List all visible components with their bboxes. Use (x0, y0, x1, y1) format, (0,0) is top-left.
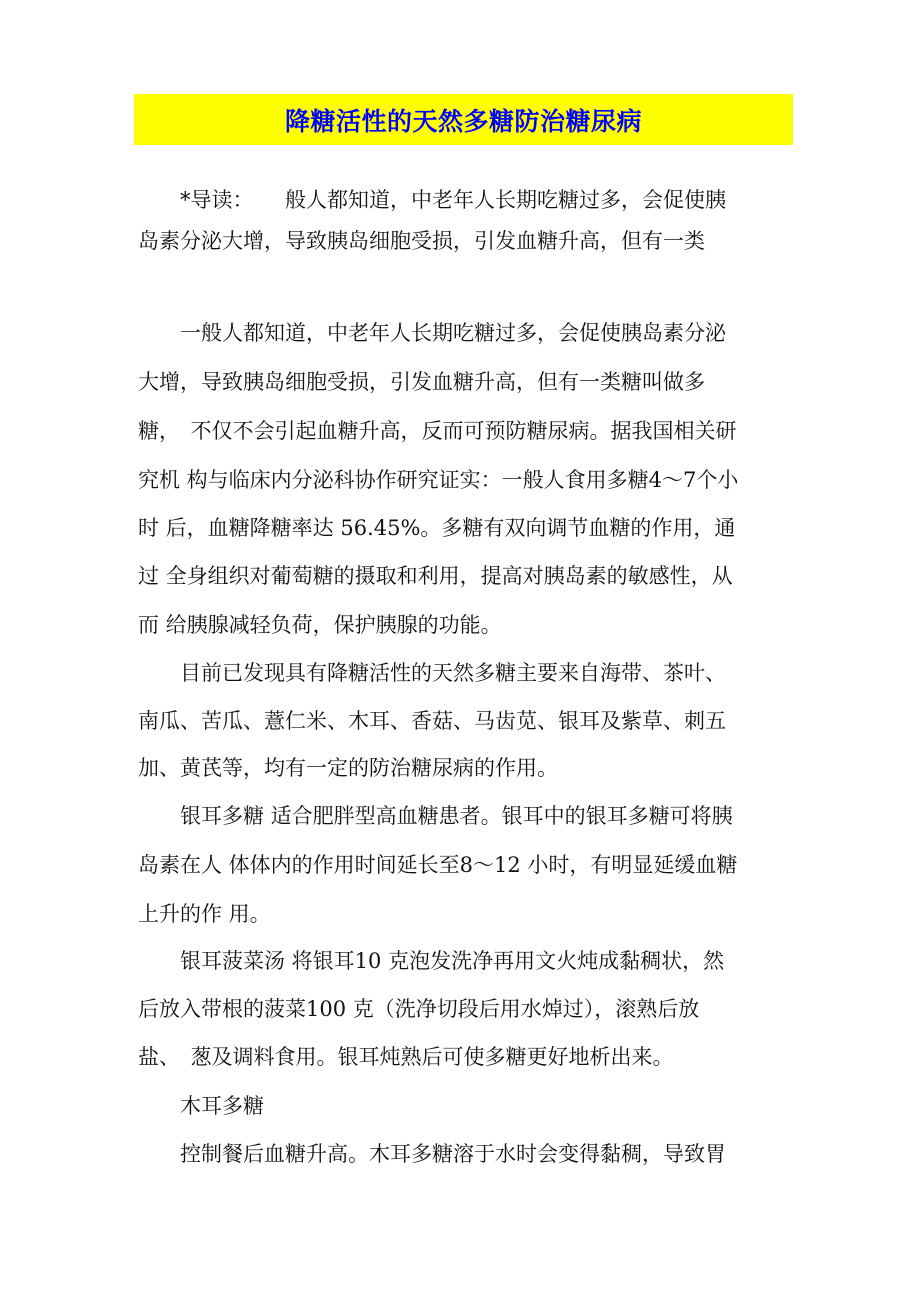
intro-line-1: *导读： 般人都知道，中老年人长期吃糖过多，会促使胰 (138, 188, 726, 212)
body-line: 岛素在人 体体内的作用时间延长至8〜12 小时，有明显延缓血糖 (138, 853, 738, 877)
body-line: 而 给胰腺减轻负荷，保护胰腺的功能。 (138, 613, 502, 637)
body-line: 后放入带根的菠菜100 克（洗净切段后用水焯过），滚熟后放 (138, 997, 700, 1021)
body-line: 银耳多糖 适合肥胖型高血糖患者。银耳中的银耳多糖可将胰 (138, 804, 733, 828)
body-line: 上升的作 用。 (138, 902, 271, 926)
body-line: 糖， 不仅不会引起血糖升高，反而可预防糖尿病。据我国相关研 (138, 419, 737, 443)
body-line: 究机 构与临床内分泌科协作研究证实：一般人食用多糖4〜7个小 (138, 468, 739, 492)
body-line: 大增，导致胰岛细胞受损，引发血糖升高，但有一类糖叫做多 (138, 370, 705, 394)
body-line: 加、黄芪等，均有一定的防治糖尿病的作用。 (138, 756, 558, 780)
body-line: 南瓜、苦瓜、薏仁米、木耳、香菇、马齿苋、银耳及紫草、刺五 (138, 709, 726, 733)
body-line: 一般人都知道，中老年人长期吃糖过多，会促使胰岛素分泌 (138, 321, 726, 345)
body-line: 过 全身组织对葡萄糖的摄取和利用，提高对胰岛素的敏感性，从 (138, 564, 733, 588)
intro-line-2: 岛素分泌大增，导致胰岛细胞受损，引发血糖升高，但有一类 (138, 229, 705, 253)
body-line: 控制餐后血糖升高。木耳多糖溶于水时会变得黏稠，导致胃 (138, 1142, 726, 1166)
body-line: 银耳菠菜汤 将银耳10 克泡发洗净再用文火炖成黏稠状，然 (138, 949, 725, 973)
title-banner (134, 94, 793, 145)
body-line: 盐、 葱及调料食用。银耳炖熟后可使多糖更好地析出来。 (138, 1045, 674, 1069)
document-title: 降糖活性的天然多糖防治糖尿病 (284, 106, 642, 136)
body-line: 时 后，血糖降糖率达 56.45%。多糖有双向调节血糖的作用，通 (138, 516, 736, 540)
section-heading: 木耳多糖 (138, 1094, 264, 1118)
body-line: 目前已发现具有降糖活性的天然多糖主要来自海带、茶叶、 (138, 661, 726, 685)
